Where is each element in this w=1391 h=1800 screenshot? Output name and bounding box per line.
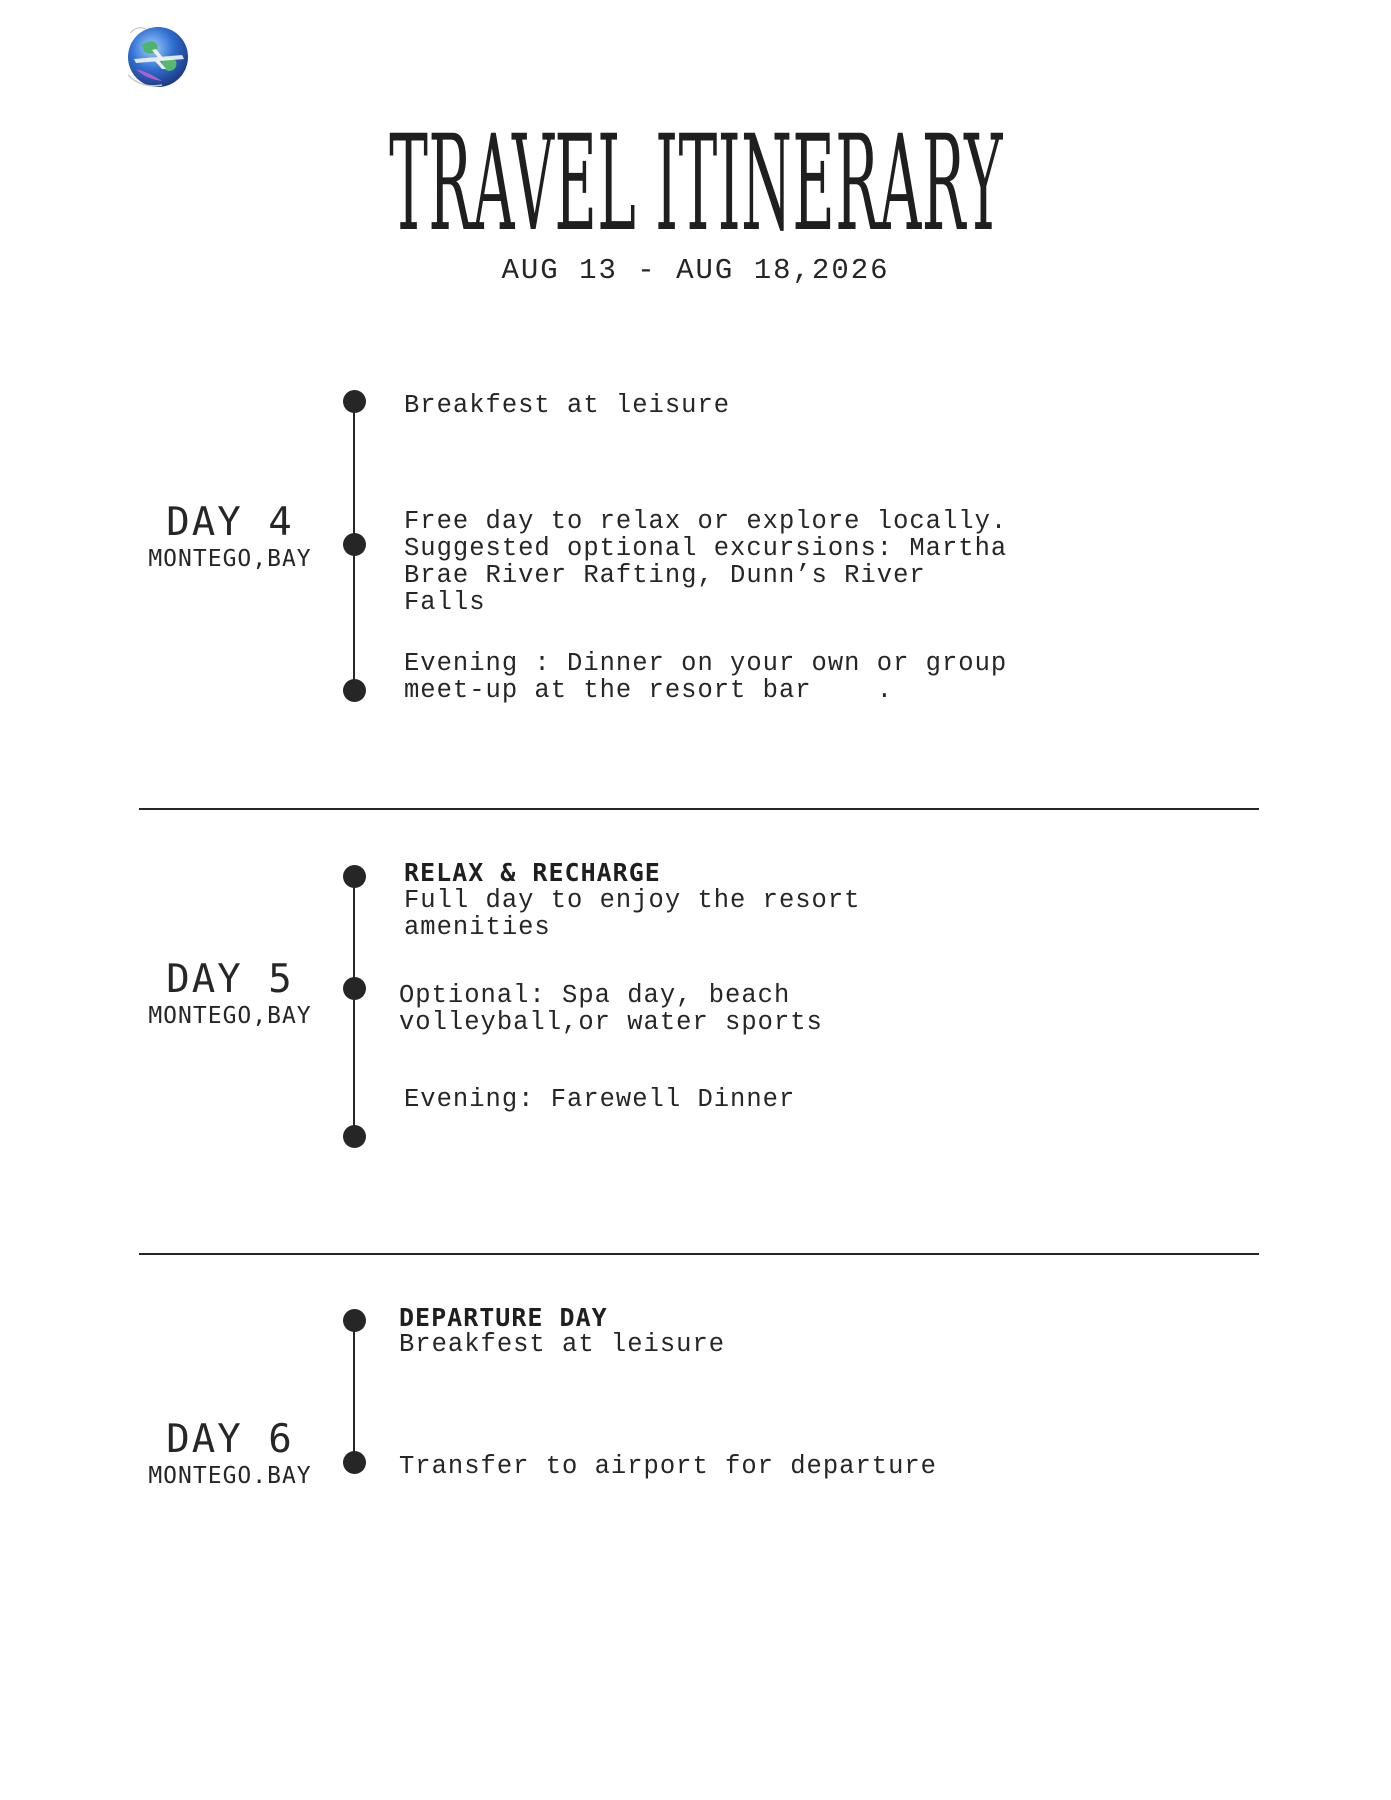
day-place: MONTEGO,BAY <box>148 1003 312 1029</box>
timeline-dot <box>343 977 366 1000</box>
timeline-line <box>353 876 355 1136</box>
timeline-dot <box>343 865 366 888</box>
day-place: MONTEGO,BAY <box>148 546 312 572</box>
timeline-dot <box>343 533 366 556</box>
itinerary-item: Evening: Farewell Dinner <box>404 1085 796 1114</box>
itinerary-item: Full day to enjoy the resort amenities <box>404 886 861 942</box>
timeline-dot <box>343 390 366 413</box>
day-number: DAY 5 <box>166 957 294 1002</box>
day-6-label <box>120 1418 340 1490</box>
section-heading: DEPARTURE DAY <box>399 1303 608 1332</box>
page-title: TRAVEL ITINERARY <box>389 107 1003 261</box>
timeline-dot <box>343 1309 366 1332</box>
day-5-label <box>120 958 340 1030</box>
section-divider <box>139 1253 1259 1255</box>
globe-logo-icon <box>122 19 194 91</box>
timeline-line <box>353 1320 355 1462</box>
timeline-dot <box>343 1451 366 1474</box>
day-place: MONTEGO.BAY <box>148 1463 312 1489</box>
itinerary-item: Optional: Spa day, beach volleyball,or water sports <box>399 981 823 1037</box>
itinerary-item: Evening : Dinner on your own or group meet-up at the resort bar . <box>404 649 1008 705</box>
day-number: DAY 4 <box>166 500 294 545</box>
itinerary-item: Transfer to airport for departure <box>399 1452 937 1481</box>
timeline-dot <box>343 1125 366 1148</box>
itinerary-item: Breakfest at leisure <box>399 1330 726 1359</box>
day-4-label <box>120 501 340 573</box>
day-number: DAY 6 <box>166 1417 294 1462</box>
section-divider <box>139 808 1259 810</box>
section-heading: RELAX & RECHARGE <box>404 858 661 887</box>
itinerary-item: Free day to relax or explore locally. Suggested optional excursions: Martha Brae River Rafting, Dunn’s River Falls <box>404 507 1008 617</box>
timeline-dot <box>343 679 366 702</box>
itinerary-item: Breakfest at leisure <box>404 391 731 420</box>
date-range: AUG 13 - AUG 18,2026 <box>501 254 890 287</box>
